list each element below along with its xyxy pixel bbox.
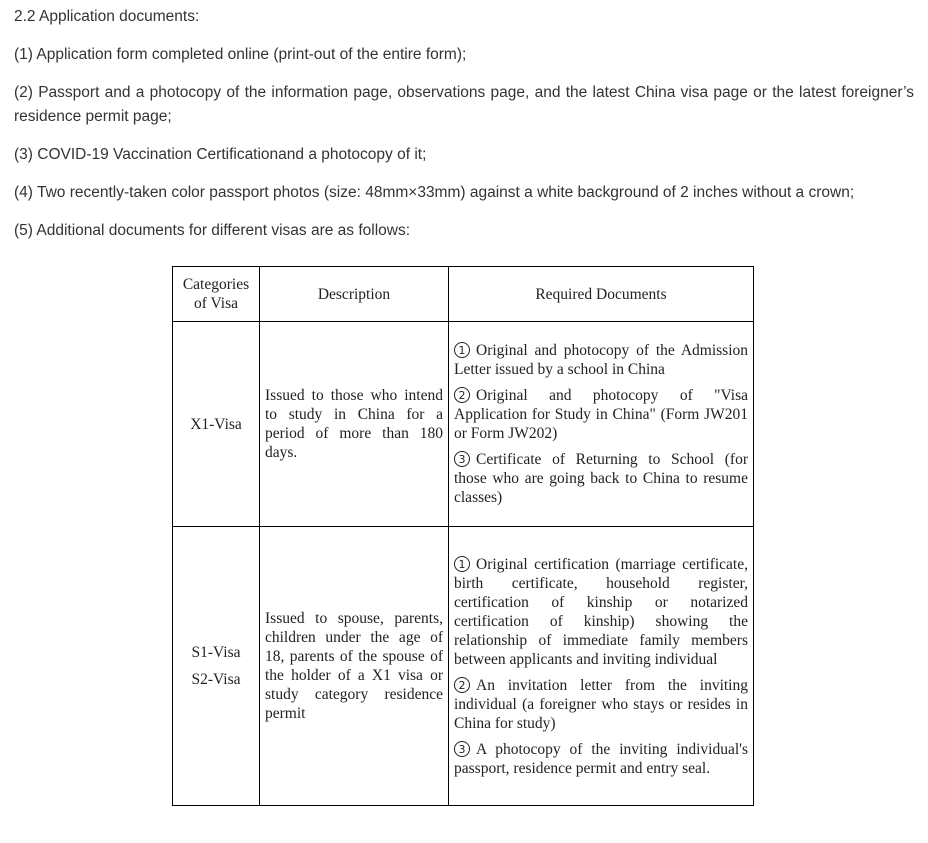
table-row [173, 527, 754, 806]
list-item: (3) COVID-19 Vaccination Certificationand a photocopy of it; [14, 146, 427, 163]
header-required-documents: Required Documents [449, 267, 754, 322]
circled-number-icon: 3 [454, 741, 470, 757]
circled-number-icon: 1 [454, 556, 470, 572]
visa-category: S1-Visa [191, 644, 241, 661]
list-item: (4) Two recently-taken color passport photos (size: 48mm×33mm) against a white background of 2 inches without a crown; [14, 184, 855, 201]
header-description: Description [260, 267, 449, 322]
visa-category-cell [173, 322, 260, 527]
description-cell: Issued to spouse, parents, children under the age of 18, parents of the spouse of the holder of a X1 visa or study category residence permit [260, 527, 449, 806]
circled-number-icon: 3 [454, 451, 470, 467]
visa-documents-table [172, 266, 754, 806]
table-row [173, 322, 754, 527]
required-document: 1 Original certification (marriage certificate, birth certificate, household register, certification of kinship or notarized certification of kinship) showing the relationship of immediate family members between applicants and inviting individual [454, 555, 748, 668]
documents-cell [449, 527, 754, 806]
visa-category: S2-Visa [191, 671, 241, 688]
circled-number-icon: 2 [454, 677, 470, 693]
required-document: 3 A photocopy of the inviting individual's passport, residence permit and entry seal. [454, 740, 748, 777]
required-document: 2 An invitation letter from the inviting individual (a foreigner who stays or resides in China for study) [454, 676, 748, 732]
header-categories: Categories of Visa [173, 267, 260, 322]
visa-category: X1-Visa [190, 415, 242, 433]
visa-category-cell [173, 527, 260, 806]
required-document: 1 Original and photocopy of the Admission Letter issued by a school in China [454, 342, 748, 378]
circled-number-icon: 1 [454, 342, 470, 358]
description-cell: Issued to those who intend to study in China for a period of more than 180 days. [260, 322, 449, 527]
table-header-row [173, 267, 754, 322]
list-item: (5) Additional documents for different visas are as follows: [14, 222, 411, 239]
circled-number-icon: 2 [454, 387, 470, 403]
required-document: 2 Original and photocopy of "Visa Application for Study in China" (Form JW201 or Form JW202) [454, 387, 748, 442]
section-heading: 2.2 Application documents: [14, 8, 200, 25]
list-item: (1) Application form completed online (print-out of the entire form); [14, 46, 467, 63]
list-item: (2) Passport and a photocopy of the information page, observations page, and the latest China visa page or the latest foreigner’s residence permit page; [14, 84, 914, 125]
documents-cell [449, 322, 754, 527]
required-document: 3 Certificate of Returning to School (for those who are going back to China to resume classes) [454, 451, 748, 506]
